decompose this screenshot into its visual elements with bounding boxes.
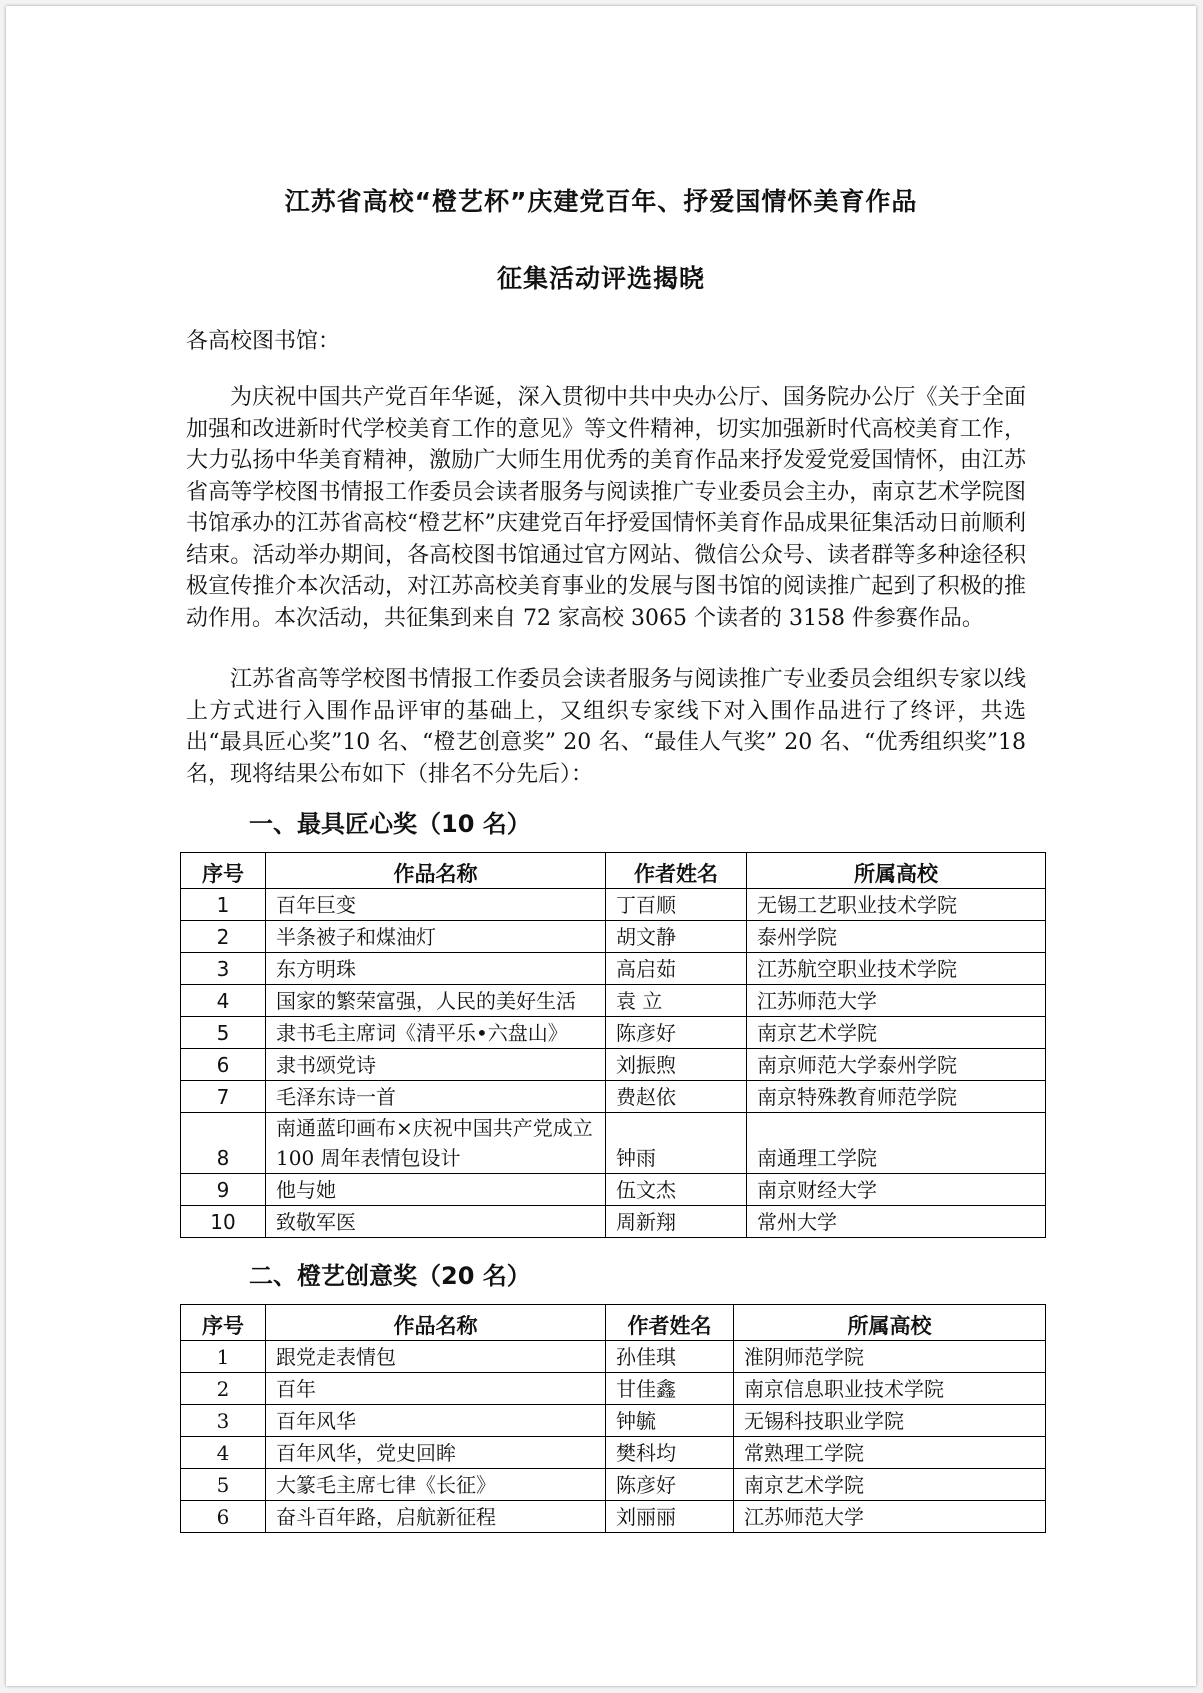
cell-school: 南京师范大学泰州学院 <box>747 1049 1046 1081</box>
cell-no: 2 <box>181 1373 266 1405</box>
table-row <box>181 1206 1046 1238</box>
cell-school: 南京艺术学院 <box>747 1017 1046 1049</box>
cell-school: 江苏师范大学 <box>734 1501 1046 1533</box>
cell-no: 6 <box>181 1501 266 1533</box>
cell-no: 3 <box>181 1405 266 1437</box>
cell-author: 甘佳鑫 <box>606 1373 734 1405</box>
cell-school: 南京财经大学 <box>747 1174 1046 1206</box>
cell-no: 5 <box>181 1017 266 1049</box>
cell-author: 丁百顺 <box>606 889 747 921</box>
table-row <box>181 1081 1046 1113</box>
cell-school: 江苏师范大学 <box>747 985 1046 1017</box>
cell-work: 奋斗百年路，启航新征程 <box>266 1501 606 1533</box>
cell-work: 国家的繁荣富强，人民的美好生活 <box>266 985 606 1017</box>
cell-author: 周新翔 <box>606 1206 747 1238</box>
header-school: 所属高校 <box>747 853 1046 889</box>
cell-work: 毛泽东诗一首 <box>266 1081 606 1113</box>
table-row <box>181 889 1046 921</box>
header-author: 作者姓名 <box>606 1305 734 1341</box>
cell-work: 他与她 <box>266 1174 606 1206</box>
cell-author: 费赵依 <box>606 1081 747 1113</box>
cell-no: 8 <box>181 1113 266 1174</box>
paragraph-intro: 为庆祝中国共产党百年华诞，深入贯彻中共中央办公厅、国务院办公厅《关于全面加强和改进新时代学校美育工作的意见》等文件精神，切实加强新时代高校美育工作，大力弘扬中华美育精神，激励广大师生用优秀的美育作品来抒发爱党爱国情怀，由江苏省高等学校图书情报工作委员会读者服务与阅读推广专业委员会主办，南京艺术学院图书馆承办的江苏省高校“橙艺杯”庆建党百年抒爱国情怀美育作品成果征集活动日前顺利结束。活动举办期间，各高校图书馆通过官方网站、微信公众号、读者群等多种途径积极宣传推介本次活动，对江苏高校美育事业的发展与图书馆的阅读推广起到了积极的推动作用。本次活动，共征集到来自 72 家高校 3065 个读者的 3158 件参赛作品。 <box>186 385 1026 631</box>
cell-work: 半条被子和煤油灯 <box>266 921 606 953</box>
cell-work: 大篆毛主席七律《长征》 <box>266 1469 606 1501</box>
header-author: 作者姓名 <box>606 853 747 889</box>
cell-author: 钟雨 <box>606 1113 747 1174</box>
cell-work: 隶书毛主席词《清平乐•六盘山》 <box>266 1017 606 1049</box>
cell-school: 南京特殊教育师范学院 <box>747 1081 1046 1113</box>
cell-no: 4 <box>181 985 266 1017</box>
header-no: 序号 <box>181 1305 266 1341</box>
table-row <box>181 1437 1046 1469</box>
cell-work: 隶书颂党诗 <box>266 1049 606 1081</box>
table-row <box>181 1017 1046 1049</box>
cell-author: 胡文静 <box>606 921 747 953</box>
cell-school: 无锡科技职业学院 <box>734 1405 1046 1437</box>
cell-work: 百年风华 <box>266 1405 606 1437</box>
cell-work: 南通蓝印画布×庆祝中国共产党成立 100 周年表情包设计 <box>266 1113 606 1174</box>
cell-no: 6 <box>181 1049 266 1081</box>
table-row <box>181 1113 1046 1174</box>
document-title-line1: 江苏省高校“橙艺杯”庆建党百年、抒爱国情怀美育作品 <box>284 187 918 216</box>
table-row <box>181 1469 1046 1501</box>
award1-table <box>180 852 1046 1238</box>
table-header-row <box>181 853 1046 889</box>
cell-author: 刘丽丽 <box>606 1501 734 1533</box>
document-title-line2: 征集活动评选揭晓 <box>496 264 705 293</box>
cell-no: 1 <box>181 889 266 921</box>
cell-work: 百年 <box>266 1373 606 1405</box>
cell-author: 伍文杰 <box>606 1174 747 1206</box>
table-row <box>181 1049 1046 1081</box>
cell-work: 致敬军医 <box>266 1206 606 1238</box>
table-row <box>181 921 1046 953</box>
cell-school: 无锡工艺职业技术学院 <box>747 889 1046 921</box>
cell-school: 常熟理工学院 <box>734 1437 1046 1469</box>
cell-author: 樊科均 <box>606 1437 734 1469</box>
table-row <box>181 1501 1046 1533</box>
cell-no: 2 <box>181 921 266 953</box>
cell-no: 4 <box>181 1437 266 1469</box>
cell-work: 百年巨变 <box>266 889 606 921</box>
cell-author: 孙佳琪 <box>606 1341 734 1373</box>
cell-no: 1 <box>181 1341 266 1373</box>
salutation: 各高校图书馆： <box>186 329 341 354</box>
cell-work: 东方明珠 <box>266 953 606 985</box>
table-row <box>181 985 1046 1017</box>
cell-work: 跟党走表情包 <box>266 1341 606 1373</box>
section-title-award1: 一、最具匠心奖（10 名） <box>249 810 531 838</box>
cell-author: 高启茹 <box>606 953 747 985</box>
document-page <box>6 6 1196 1686</box>
cell-school: 南京信息职业技术学院 <box>734 1373 1046 1405</box>
cell-school: 江苏航空职业技术学院 <box>747 953 1046 985</box>
cell-no: 9 <box>181 1174 266 1206</box>
cell-no: 3 <box>181 953 266 985</box>
cell-author: 钟毓 <box>606 1405 734 1437</box>
cell-school: 南京艺术学院 <box>734 1469 1046 1501</box>
cell-no: 5 <box>181 1469 266 1501</box>
table-header-row <box>181 1305 1046 1341</box>
cell-no: 10 <box>181 1206 266 1238</box>
cell-school: 淮阴师范学院 <box>734 1341 1046 1373</box>
cell-author: 刘振煦 <box>606 1049 747 1081</box>
cell-author: 陈彦好 <box>606 1469 734 1501</box>
header-school: 所属高校 <box>734 1305 1046 1341</box>
header-work: 作品名称 <box>266 1305 606 1341</box>
table-row <box>181 1373 1046 1405</box>
header-no: 序号 <box>181 853 266 889</box>
award2-table <box>180 1304 1046 1533</box>
cell-school: 泰州学院 <box>747 921 1046 953</box>
table-row <box>181 953 1046 985</box>
paragraph-result: 江苏省高等学校图书情报工作委员会读者服务与阅读推广专业委员会组织专家以线上方式进行入围作品评审的基础上，又组织专家线下对入围作品进行了终评，共选出“最具匠心奖”10 名、“橙艺创意奖” 20 名、“最佳人气奖” 20 名、“优秀组织奖”18 名，现将结果公布如下（排名不分先后）： <box>186 667 1026 787</box>
section-title-award2: 二、橙艺创意奖（20 名） <box>249 1262 531 1290</box>
cell-no: 7 <box>181 1081 266 1113</box>
cell-author: 陈彦好 <box>606 1017 747 1049</box>
table-row <box>181 1405 1046 1437</box>
cell-school: 南通理工学院 <box>747 1113 1046 1174</box>
table-row <box>181 1174 1046 1206</box>
table-row <box>181 1341 1046 1373</box>
cell-school: 常州大学 <box>747 1206 1046 1238</box>
cell-author: 袁 立 <box>606 985 747 1017</box>
header-work: 作品名称 <box>266 853 606 889</box>
cell-work: 百年风华，党史回眸 <box>266 1437 606 1469</box>
